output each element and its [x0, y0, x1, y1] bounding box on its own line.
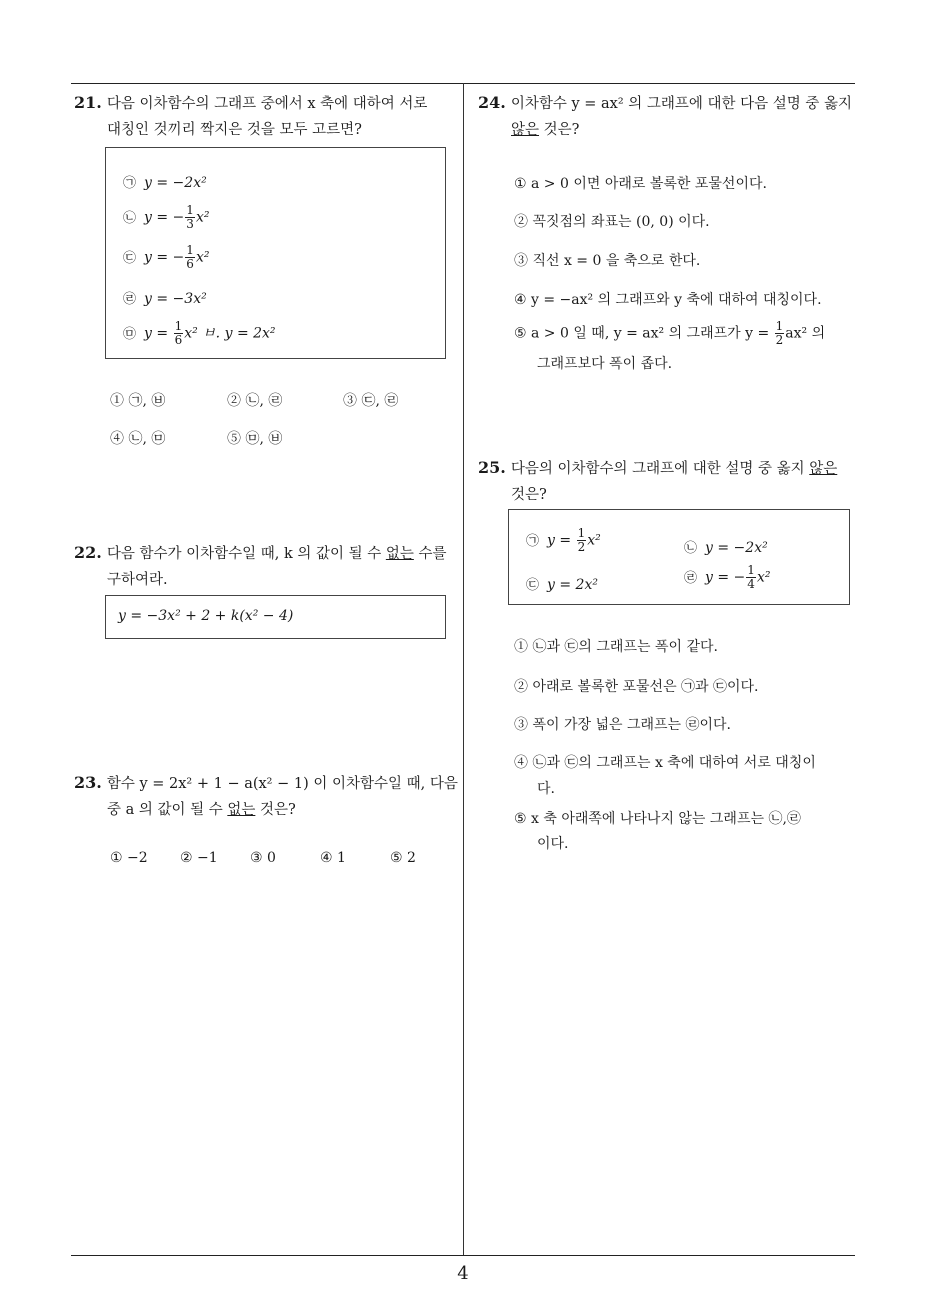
q25-option-2[interactable]: ② 아래로 볼록한 포물선은 ㉠과 ㉢이다. — [514, 679, 759, 695]
q25-option-4-line2: 다. — [537, 781, 555, 797]
q24-option-5[interactable]: ⑤ a > 0 일 때, y = ax² 의 그래프가 y = $\frac{1}{2}$ ax² 의 — [514, 319, 826, 347]
q25-item-b: ㉡ y = −2x² — [684, 540, 768, 556]
q23-option-5[interactable]: ⑤ 2 — [390, 850, 416, 866]
question-number: 24. — [478, 93, 506, 112]
bottom-rule — [71, 1255, 855, 1256]
question-text-line2: 대칭인 것끼리 짝지은 것을 모두 고르면? — [107, 122, 362, 138]
q25-option-5-line2: 이다. — [537, 836, 569, 852]
q25-option-1[interactable]: ① ㉡과 ㉢의 그래프는 폭이 같다. — [514, 639, 718, 655]
q22-expression: y = −3x² + 2 + k(x² − 4) — [118, 608, 294, 624]
q21-item-5: ㉤ y = $\frac{1}{6}$ x² ㅂ. y = 2x² — [123, 319, 276, 347]
question-23: 23. 함수 y = 2x² + 1 − a(x² − 1) 이 이차함수일 때, 다음 중 a 의 값이 될 수 없는 것은? — [74, 773, 458, 818]
q21-item-2: ㉡ y = − $\frac{1}{3}$ x² — [123, 203, 210, 231]
fraction: $\frac{1}{2}$ — [775, 319, 784, 347]
q25-option-5[interactable]: ⑤ x 축 아래쪽에 나타나지 않는 그래프는 ㉡,㉣ — [514, 811, 801, 827]
q22-expression-box — [105, 595, 446, 639]
q25-option-3[interactable]: ③ 폭이 가장 넓은 그래프는 ㉣이다. — [514, 717, 731, 733]
q23-option-3[interactable]: ③ 0 — [250, 850, 276, 866]
q24-option-2[interactable]: ② 꼭짓점의 좌표는 (0, 0) 이다. — [514, 214, 710, 230]
q25-choices-box — [508, 509, 850, 605]
question-number: 25. — [478, 458, 506, 477]
fraction: $\frac{1}{6}$ — [186, 243, 194, 271]
fraction: $\frac{1}{4}$ — [747, 563, 755, 591]
q24-option-1[interactable]: ① a > 0 이면 아래로 볼록한 포물선이다. — [514, 176, 767, 192]
q24-option-4[interactable]: ④ y = −ax² 의 그래프와 y 축에 대하여 대칭이다. — [514, 292, 822, 308]
page-number: 4 — [457, 1263, 469, 1284]
question-24: 24. 이차함수 y = ax² 의 그래프에 대한 다음 설명 중 옳지 않은 것은? — [478, 93, 853, 138]
q25-item-c: ㉢ y = 2x² — [526, 577, 598, 593]
column-divider — [463, 83, 464, 1255]
q21-choices-box — [105, 147, 446, 359]
q21-option-2[interactable]: ② ㉡, ㉣ — [227, 393, 283, 409]
q25-item-a: ㉠ y = $\frac{1}{2}$ x² — [526, 526, 601, 554]
question-number: 21. — [74, 93, 102, 112]
q25-option-4[interactable]: ④ ㉡과 ㉢의 그래프는 x 축에 대하여 서로 대칭이 — [514, 755, 816, 771]
q23-option-1[interactable]: ① −2 — [110, 850, 148, 866]
q21-item-4: ㉣ y = −3x² — [123, 291, 207, 307]
q21-option-1[interactable]: ① ㉠, ㉥ — [110, 393, 166, 409]
q21-item-3: ㉢ y = − $\frac{1}{6}$ x² — [123, 243, 210, 271]
fraction: $\frac{1}{6}$ — [174, 319, 183, 347]
q25-item-d: ㉣ y = − $\frac{1}{4}$ x² — [684, 563, 771, 591]
q24-option-5-line2: 그래프보다 폭이 좁다. — [537, 356, 673, 372]
q21-option-5[interactable]: ⑤ ㉤, ㉥ — [227, 431, 283, 447]
q21-option-3[interactable]: ③ ㉢, ㉣ — [343, 393, 399, 409]
question-number: 22. — [74, 543, 102, 562]
question-25: 25. 다음의 이차함수의 그래프에 대한 설명 중 옳지 않은 것은? — [478, 458, 838, 503]
q23-option-2[interactable]: ② −1 — [180, 850, 218, 866]
question-number: 23. — [74, 773, 102, 792]
q21-option-4[interactable]: ④ ㉡, ㉤ — [110, 431, 166, 447]
question-21 — [74, 90, 458, 143]
question-text: 다음 이차함수의 그래프 중에서 x 축에 대하여 서로 — [106, 96, 428, 112]
q24-option-3[interactable]: ③ 직선 x = 0 을 축으로 한다. — [514, 253, 701, 269]
question-text-line2: 구하여라. — [107, 572, 168, 588]
q23-option-4[interactable]: ④ 1 — [320, 850, 346, 866]
q21-item-1: ㉠ y = −2x² — [123, 175, 207, 191]
fraction: $\frac{1}{2}$ — [577, 526, 586, 554]
fraction: $\frac{1}{3}$ — [186, 203, 194, 231]
question-22: 22. 다음 함수가 이차함수일 때, k 의 값이 될 수 없는 수를 구하여라. — [74, 540, 458, 593]
